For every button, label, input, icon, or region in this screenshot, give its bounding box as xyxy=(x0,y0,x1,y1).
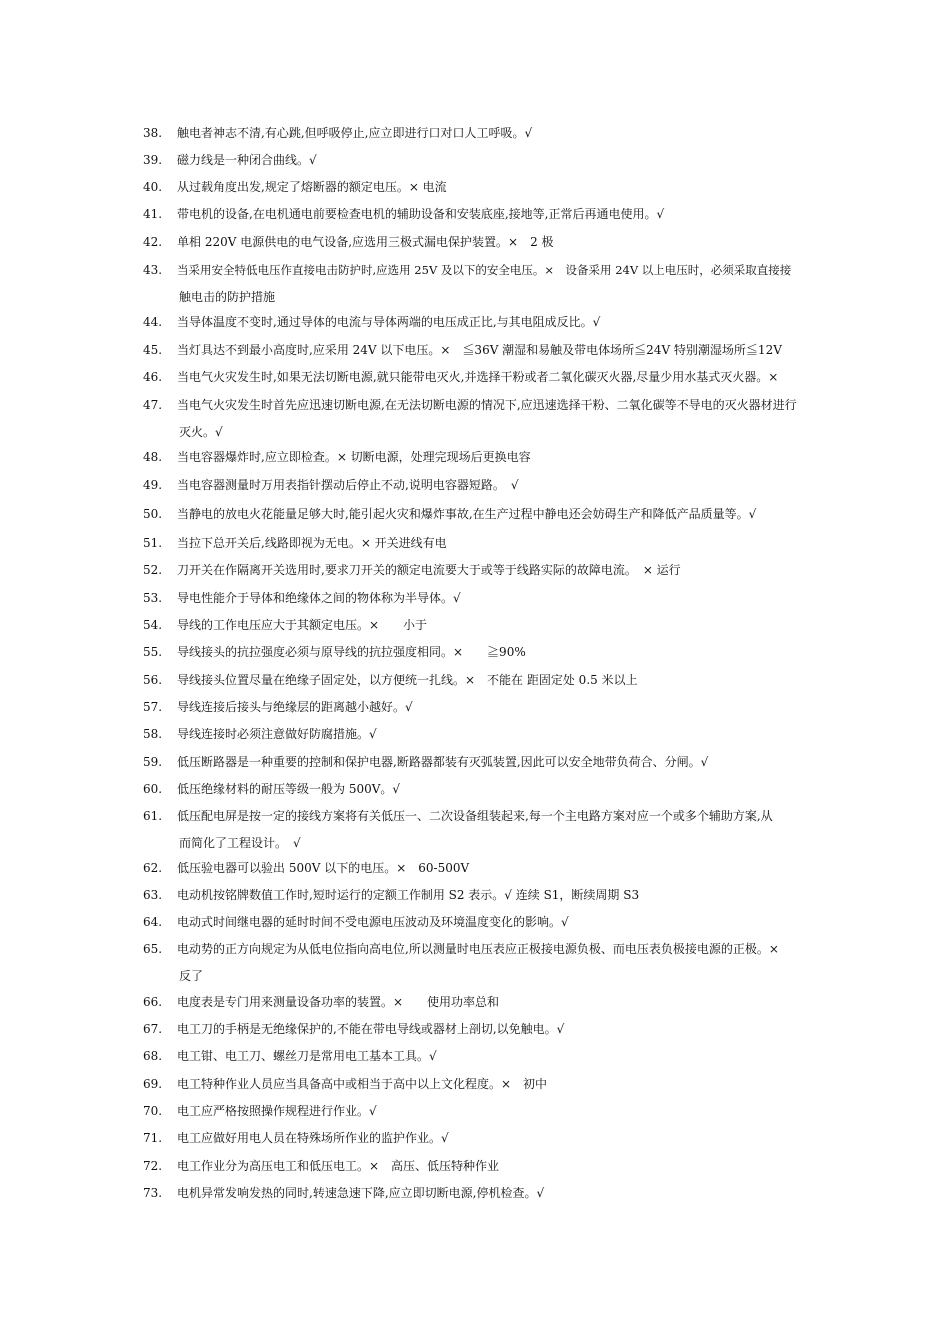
question-text: 当导体温度不变时,通过导体的电流与导体两端的电压成正比,与其电阻成反比。√ xyxy=(177,315,601,329)
question-number: 40. xyxy=(143,180,163,194)
question-text: 当电气火灾发生时首先应迅速切断电源,在无法切断电源的情况下,应迅速选择干粉、二氧化碳等不导电的灭火器材进行 xyxy=(177,398,797,412)
question-number: 71. xyxy=(143,1131,163,1145)
question-text: 当电容器爆炸时,应立即检查。× 切断电源，处理完现场后更换电容 xyxy=(177,450,531,464)
question-text: 当采用安全特低电压作直接电击防护时,应选用 25V 及以下的安全电压。× 设备采用 24V 以上电压时，必须采取直接接 xyxy=(177,263,792,277)
question-number: 39. xyxy=(143,153,163,167)
question-text: 刀开关在作隔离开关选用时,要求刀开关的额定电流要大于或等于线路实际的故障电流。 × 运行 xyxy=(177,563,681,577)
question-text: 电工刀的手柄是无绝缘保护的,不能在带电导线或器材上剖切,以免触电。√ xyxy=(177,1022,565,1036)
question-text: 低压断路器是一种重要的控制和保护电器,断路器都装有灭弧装置,因此可以安全地带负荷合、分闸。√ xyxy=(177,755,709,769)
question-text: 低压绝缘材料的耐压等级一般为 500V。√ xyxy=(177,782,401,796)
question-text: 当静电的放电火花能量足够大时,能引起火灾和爆炸事故,在生产过程中静电还会妨碍生产和降低产品质量等。√ xyxy=(177,507,757,521)
question-text: 电工作业分为高压电工和低压电工。× 高压、低压特种作业 xyxy=(177,1159,500,1173)
question-number: 59. xyxy=(143,755,163,769)
question-number: 47. xyxy=(143,398,163,412)
question-text: 导线接头位置尽量在绝缘子固定处，以方便统一扎线。× 不能在 距固定处 0.5 米以上 xyxy=(177,673,638,687)
question-text: 电工特种作业人员应当具备高中或相当于高中以上文化程度。× 初中 xyxy=(177,1077,548,1091)
question-number: 38. xyxy=(143,126,163,140)
question-number: 64. xyxy=(143,915,163,929)
question-text: 导线连接时必须注意做好防腐措施。√ xyxy=(177,727,377,741)
question-text: 电动式时间继电器的延时时间不受电源电压波动及环境温度变化的影响。√ xyxy=(177,915,569,929)
question-text: 当拉下总开关后,线路即视为无电。× 开关进线有电 xyxy=(177,536,447,550)
question-number: 44. xyxy=(143,315,163,329)
question-text: 电动机按铭牌数值工作时,短时运行的定额工作制用 S2 表示。√ 连续 S1，断续周期 S3 xyxy=(177,888,640,902)
question-number: 55. xyxy=(143,645,163,659)
question-number: 70. xyxy=(143,1104,163,1118)
question-text: 从过载角度出发,规定了熔断器的额定电压。× 电流 xyxy=(177,180,447,194)
question-number: 62. xyxy=(143,861,163,875)
question-number: 51. xyxy=(143,536,163,550)
question-text: 低压配电屏是按一定的接线方案将有关低压一、二次设备组装起来,每一个主电路方案对应一个或多个辅助方案,从 xyxy=(177,809,773,823)
question-text: 导线的工作电压应大于其额定电压。× 小于 xyxy=(177,618,428,632)
question-number: 42. xyxy=(143,235,163,249)
question-text-continuation: 反了 xyxy=(179,969,204,983)
question-text-continuation: 灭火。√ xyxy=(179,425,223,439)
question-number: 45. xyxy=(143,343,163,357)
question-number: 57. xyxy=(143,700,163,714)
question-text: 当灯具达不到最小高度时,应采用 24V 以下电压。× ≦36V 潮湿和易触及带电体场所≦24V 特别潮湿场所≦12V xyxy=(177,343,782,357)
question-number: 63. xyxy=(143,888,163,902)
question-text: 导线连接后接头与绝缘层的距离越小越好。√ xyxy=(177,700,413,714)
question-number: 46. xyxy=(143,370,163,384)
question-number: 60. xyxy=(143,782,163,796)
question-number: 69. xyxy=(143,1077,163,1091)
question-number: 66. xyxy=(143,995,163,1009)
question-text: 单相 220V 电源供电的电气设备,应选用三极式漏电保护装置。× 2 极 xyxy=(177,235,554,249)
question-text: 电工钳、电工刀、螺丝刀是常用电工基本工具。√ xyxy=(177,1049,437,1063)
question-text: 导电性能介于导体和绝缘体之间的物体称为半导体。√ xyxy=(177,591,461,605)
question-number: 56. xyxy=(143,673,163,687)
question-number: 67. xyxy=(143,1022,163,1036)
question-number: 53. xyxy=(143,591,163,605)
question-text: 带电机的设备,在电机通电前要检查电机的辅助设备和安装底座,接地等,正常后再通电使用。√ xyxy=(177,207,665,221)
question-text: 电工应做好用电人员在特殊场所作业的监护作业。√ xyxy=(177,1131,449,1145)
question-text: 电度表是专门用来测量设备功率的装置。× 使用功率总和 xyxy=(177,995,500,1009)
question-number: 65. xyxy=(143,942,163,956)
question-number: 48. xyxy=(143,450,163,464)
question-text: 导线接头的抗拉强度必须与原导线的抗拉强度相同。× ≧90% xyxy=(177,645,526,659)
question-number: 72. xyxy=(143,1159,163,1173)
question-number: 68. xyxy=(143,1049,163,1063)
question-number: 54. xyxy=(143,618,163,632)
question-text: 低压验电器可以验出 500V 以下的电压。× 60-500V xyxy=(177,861,470,875)
question-number: 50. xyxy=(143,507,163,521)
question-text: 电机异常发响发热的同时,转速急速下降,应立即切断电源,停机检查。√ xyxy=(177,1186,545,1200)
question-text: 触电者神志不清,有心跳,但呼吸停止,应立即进行口对口人工呼吸。√ xyxy=(177,126,533,140)
question-text: 当电气火灾发生时,如果无法切断电源,就只能带电灭火,并选择干粉或者二氧化碳灭火器,尽量少用水基式灭火器。× xyxy=(177,370,779,384)
question-number: 41. xyxy=(143,207,163,221)
question-text: 当电容器测量时万用表指针摆动后停止不动,说明电容器短路。 √ xyxy=(177,478,519,492)
question-text-continuation: 触电击的防护措施 xyxy=(179,290,276,304)
question-text: 电动势的正方向规定为从低电位指向高电位,所以测量时电压表应正极接电源负极、而电压表负极接电源的正极。× xyxy=(177,942,779,956)
question-text: 电工应严格按照操作规程进行作业。√ xyxy=(177,1104,377,1118)
question-number: 43. xyxy=(143,263,163,277)
question-number: 49. xyxy=(143,478,163,492)
question-text-continuation: 而简化了工程设计。 √ xyxy=(179,836,301,850)
question-text: 磁力线是一种闭合曲线。√ xyxy=(177,153,317,167)
question-number: 73. xyxy=(143,1186,163,1200)
question-number: 61. xyxy=(143,809,163,823)
question-number: 58. xyxy=(143,727,163,741)
question-number: 52. xyxy=(143,563,163,577)
